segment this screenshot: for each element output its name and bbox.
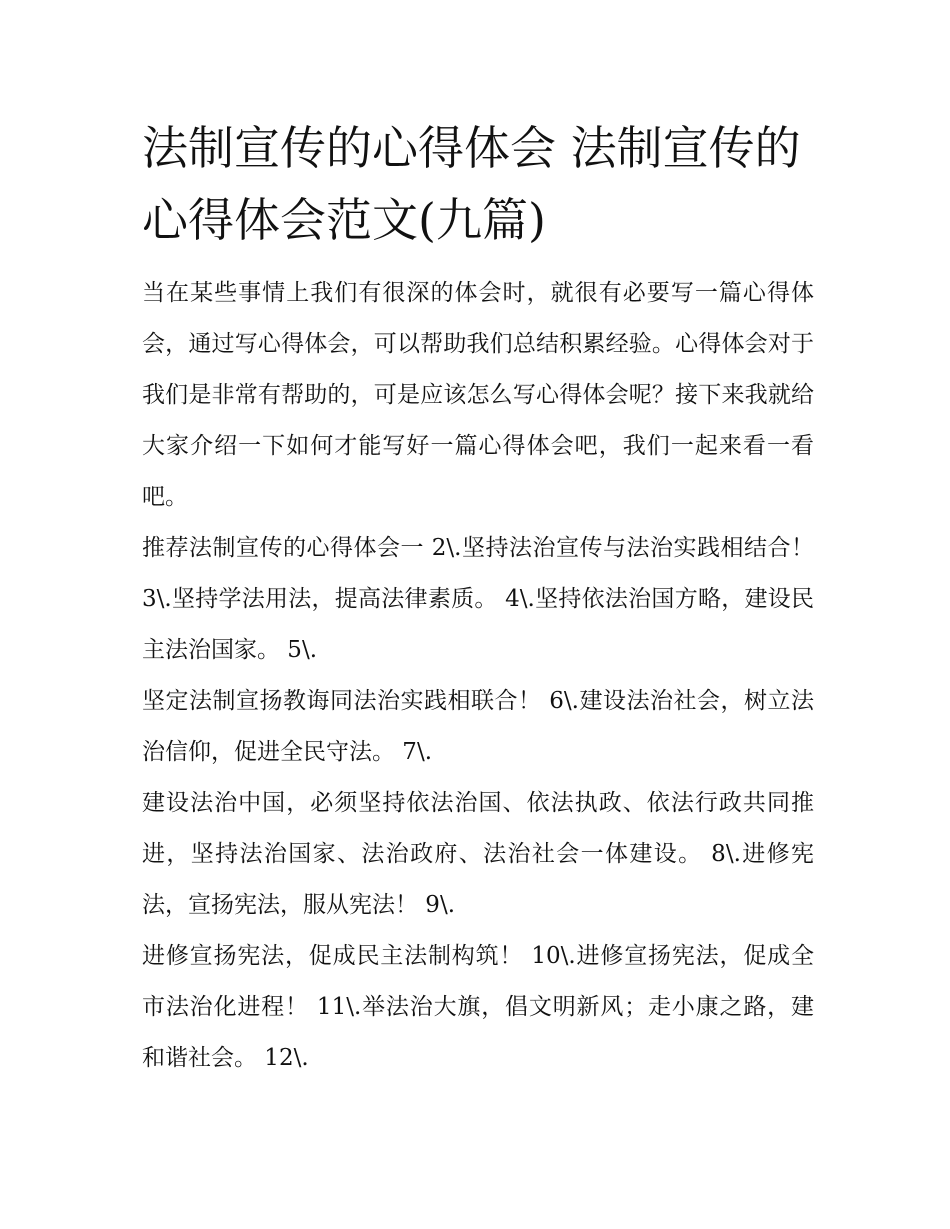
intro-paragraph: 当在某些事情上我们有很深的体会时，就很有必要写一篇心得体会，通过写心得体会，可以帮助我们总结积累经验。心得体会对于我们是非常有帮助的，可是应该怎么写心得体会呢？接下来我就给大家介绍一下如何才能写好一篇心得体会吧，我们一起来看一看吧。 (142, 280, 814, 510)
slogan-paragraph-4: 进修宣扬宪法，促成民主法制构筑！ 10\.进修宣扬宪法，促成全市法治化进程！ 11\.举法治大旗，倡文明新风；走小康之路，建和谐社会。 12\. (142, 943, 814, 1071)
document-body (142, 112, 814, 1084)
document-title: 法制宣传的心得体会 法制宣传的心得体会范文(九篇) (142, 121, 801, 247)
slogan-paragraph-2: 坚定法制宣扬教诲同法治实践相联合！ 6\.建设法治社会，树立法治信仰，促进全民守法。 7\. (142, 688, 814, 765)
slogan-paragraph-1: 推荐法制宣传的心得体会一 2\.坚持法治宣传与法治实践相结合！ 3\.坚持学法用法，提高法律素质。 4\.坚持依法治国方略，建设民主法治国家。 5\. (142, 535, 814, 663)
slogan-paragraph-3: 建设法治中国，必须坚持依法治国、依法执政、依法行政共同推进，坚持法治国家、法治政府、法治社会一体建设。 8\.进修宪法，宣扬宪法，服从宪法！ 9\. (142, 790, 814, 918)
